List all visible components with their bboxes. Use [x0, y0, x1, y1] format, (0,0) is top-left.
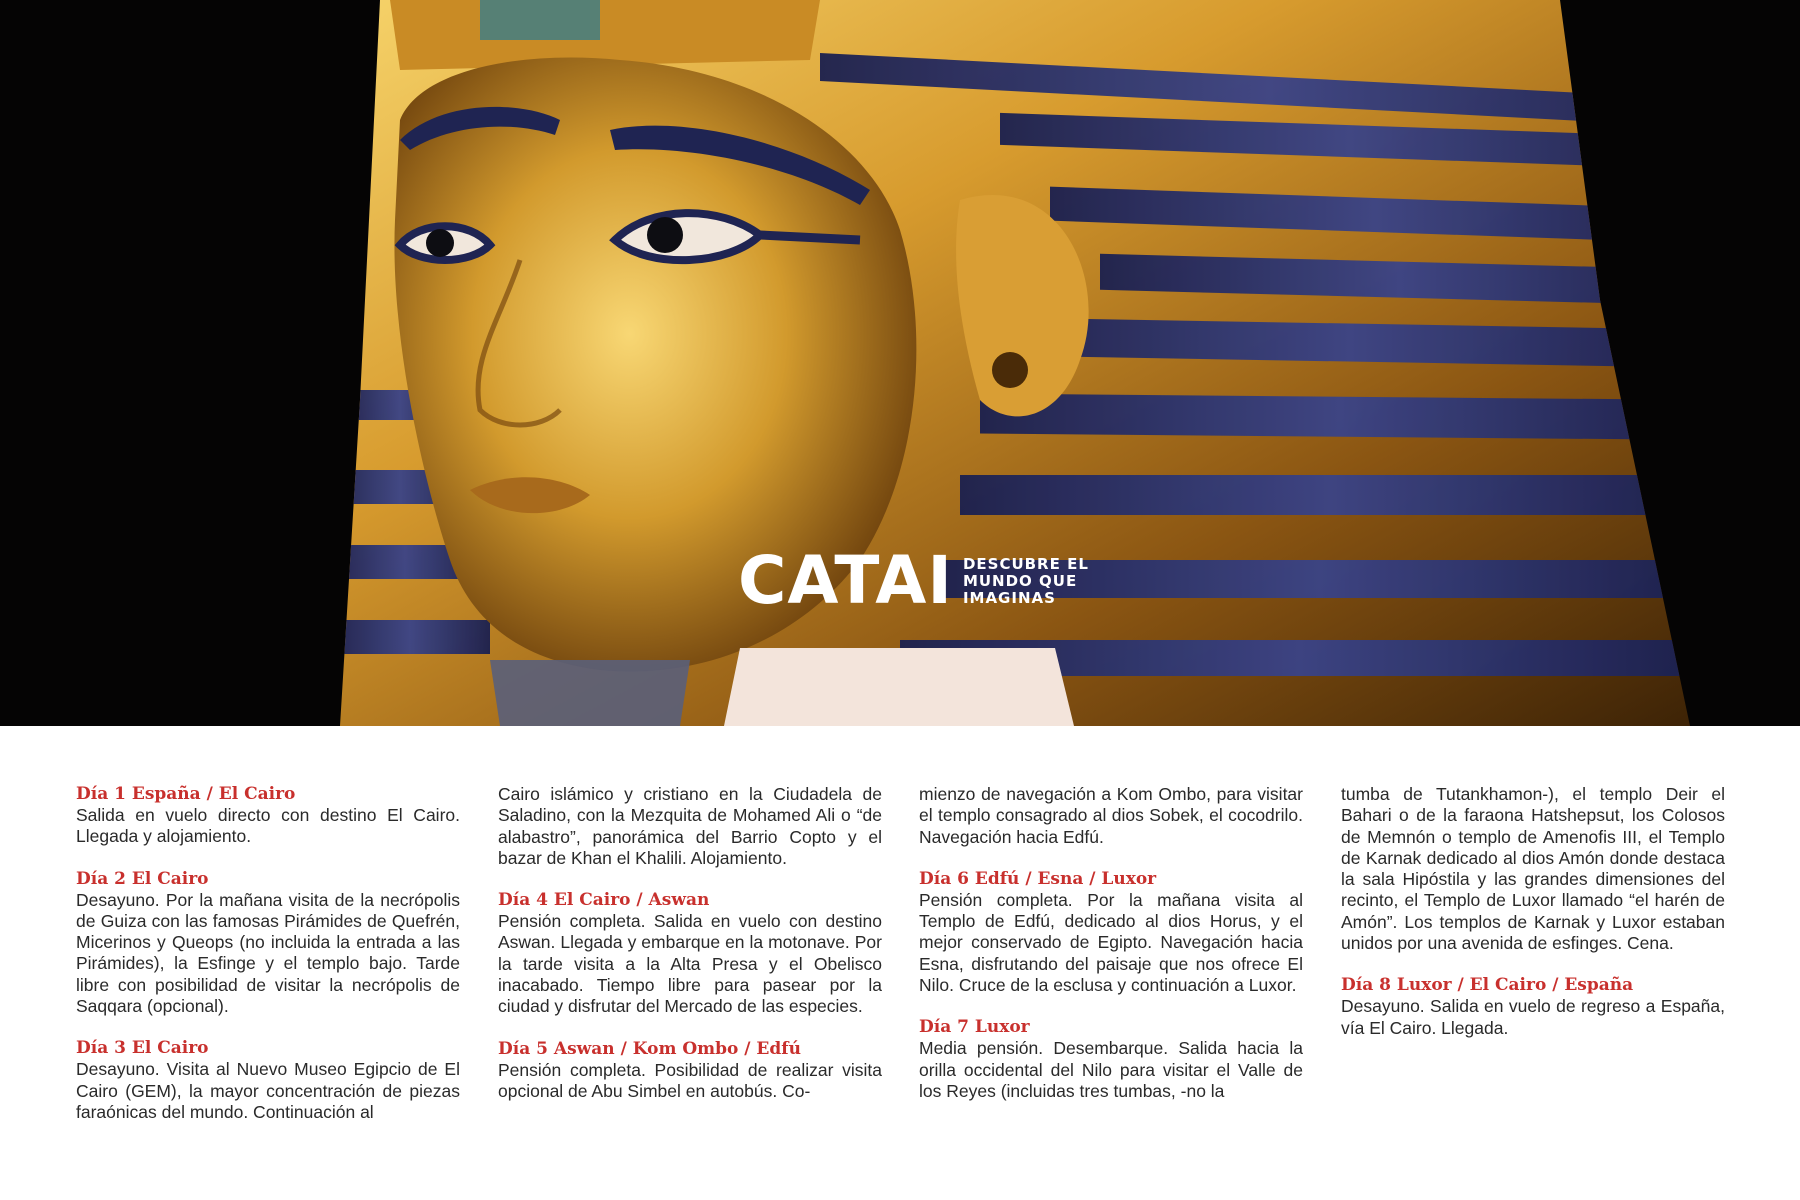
- day-description: Desayuno. Por la mañana visita de la necrópolis de Guiza con las famosas Pirámides de Quefrén, Micerinos y Queops (no incluida la entrada a las Pirámides), la Esfinge y el templo bajo. Tarde libre con posibilidad de visitar la necrópolis de Saqqara (opcional).: [76, 889, 460, 1017]
- day-block: [498, 1039, 882, 1103]
- day-block: [919, 784, 1303, 848]
- hero-tab-shape: [724, 648, 1074, 726]
- brand-name: CATAI: [738, 542, 953, 619]
- day-description: Pensión completa. Salida en vuelo con destino Aswan. Llegada y embarque en la motonave. Por la tarde visita a la Alta Presa y el Obelisco inacabado. Tiempo libre para pasear por la ciudad y disfrutar del Mercado de las especies.: [498, 911, 882, 1017]
- tagline-line-1: DESCUBRE EL: [962, 554, 1089, 573]
- day-description: Desayuno. Salida en vuelo de regreso a España, vía El Cairo. Llegada.: [1341, 996, 1725, 1038]
- day-title: Día 2 El Cairo: [76, 868, 209, 889]
- day-block: [498, 890, 882, 1017]
- day-title: Día 8 Luxor / El Cairo / España: [1341, 975, 1634, 996]
- day-description: Pensión completa. Posibilidad de realizar visita opcional de Abu Simbel en autobús. Co-: [498, 1059, 882, 1101]
- day-description: Salida en vuelo directo con destino El Cairo. Llegada y alojamiento.: [76, 805, 460, 847]
- day-block: [76, 869, 460, 1018]
- itinerary-column-2: [498, 784, 882, 1123]
- day-description: mienzo de navegación a Kom Ombo, para visitar el templo consagrado al dios Sobek, el cocodrilo. Navegación hacia Edfú.: [919, 784, 1303, 847]
- day-title: Día 5 Aswan / Kom Ombo / Edfú: [498, 1038, 801, 1059]
- day-description: tumba de Tutankhamon-), el templo Deir el Bahari o de la faraona Hatshepsut, los Colosos de Memnón o templo de Amenofis III, el Templo de Karnak dedicado al dios Amón donde destaca la sala Hipóstila y las grandes dimensiones del recinto, el Templo de Luxor llamado “el harén de Amón”. Los templos de Karnak y Luxor estaban unidos por una avenida de esfinges. Cena.: [1341, 784, 1725, 954]
- day-block: [76, 1038, 460, 1123]
- day-description: Media pensión. Desembarque. Salida hacia la orilla occidental del Nilo para visitar el Valle de los Reyes (incluidas tres tumbas, -no la: [919, 1038, 1303, 1101]
- day-title: Día 4 El Cairo / Aswan: [498, 890, 710, 911]
- day-block: [76, 784, 460, 848]
- day-description: Cairo islámico y cristiano en la Ciudadela de Saladino, con la Mezquita de Mohamed Ali o “de alabastro”, panorámica del Barrio Copto y el bazar de Khan el Khalili. Alojamiento.: [498, 784, 882, 868]
- day-title: Día 7 Luxor: [919, 1017, 1030, 1038]
- itinerary-column-1: [76, 784, 460, 1144]
- day-block: [498, 784, 882, 869]
- brand-tagline: [963, 556, 1089, 607]
- brand-logo: [738, 542, 1089, 619]
- day-title: Día 1 España / El Cairo: [76, 784, 296, 804]
- day-block: [1341, 784, 1725, 954]
- tagline-line-3: IMAGINAS: [962, 588, 1056, 607]
- day-block: [919, 1017, 1303, 1102]
- itinerary-section: [76, 784, 1726, 1164]
- itinerary-column-4: [1341, 784, 1725, 1060]
- day-description: Pensión completa. Por la mañana visita al Templo de Edfú, dedicado al dios Horus, y el mejor conservado de Egipto. Navegación hacia Esna, disfrutando del paisaje que nos ofrece El Nilo. Cruce de la esclusa y continuación a Luxor.: [919, 889, 1303, 996]
- day-block: [919, 869, 1303, 996]
- tagline-line-2: MUNDO QUE: [962, 571, 1078, 590]
- day-title: Día 3 El Cairo: [76, 1038, 209, 1059]
- itinerary-column-3: [919, 784, 1303, 1123]
- day-title: Día 6 Edfú / Esna / Luxor: [919, 868, 1157, 889]
- day-block: [1341, 975, 1725, 1039]
- day-description: Desayuno. Visita al Nuevo Museo Egipcio de El Cairo (GEM), la mayor concentración de piezas faraónicas del mundo. Continuación al: [76, 1059, 460, 1122]
